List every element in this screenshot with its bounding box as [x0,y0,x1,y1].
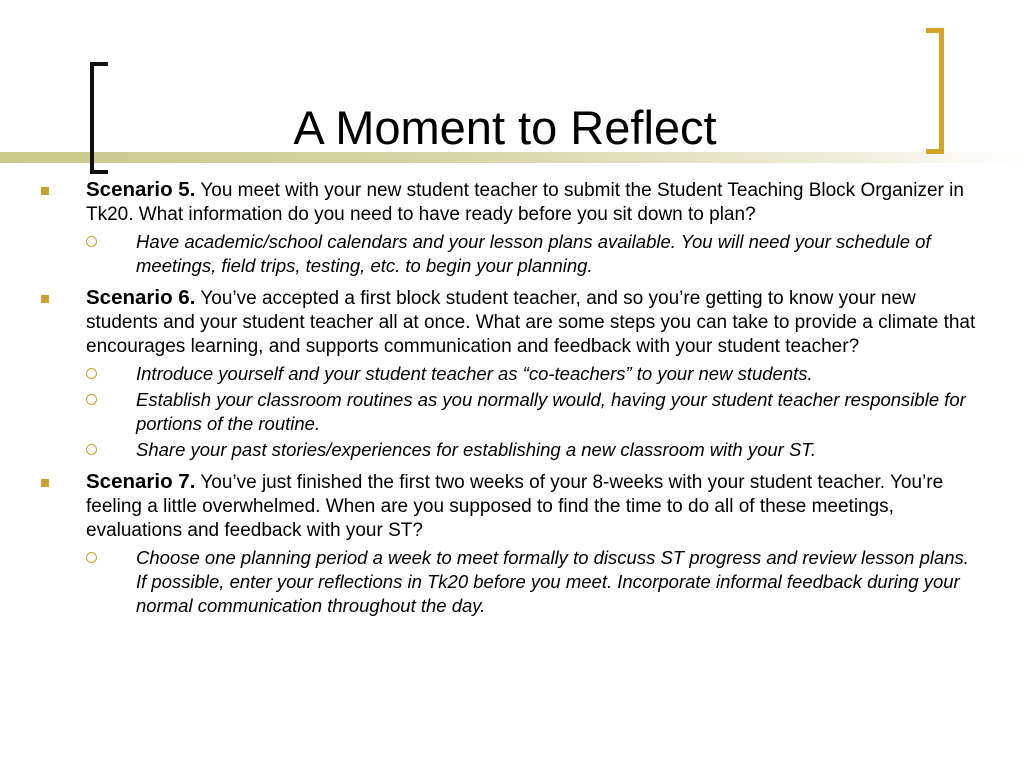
answer-list [86,546,984,618]
scenario-text: You’ve just finished the first two weeks of your 8-weeks with your student teacher. You’re feeling a little overwhelmed. When are you supposed to find the time to do all of these meetings, evaluations and feedback with your ST? [86,472,944,541]
answer-list [86,362,984,462]
scenario-text: You’ve accepted a first block student teacher, and so you’re getting to know your new students and your student teacher all at once. What are some steps you can take to provide a climate that encourages learning, and supports communication and feedback with your student teacher? [86,288,976,357]
circle-bullet-icon [86,552,97,563]
scenario-item [34,470,984,618]
square-bullet-icon [41,295,49,303]
answer-text: Share your past stories/experiences for establishing a new classroom with your ST. [136,439,817,460]
circle-bullet-icon [86,236,97,247]
scenario-label: Scenario 7. [86,470,196,493]
scenario-item [34,178,984,278]
answer-item [86,388,984,436]
answer-item [86,546,984,618]
scenario-text: You meet with your new student teacher to submit the Student Teaching Block Organizer in Tk20. What information do you need to have ready before you sit down to plan? [86,180,964,225]
circle-bullet-icon [86,444,97,455]
answer-text: Have academic/school calendars and your lesson plans available. You will need your schedule of meetings, field trips, testing, etc. to begin your planning. [136,231,931,276]
square-bullet-icon [41,479,49,487]
answer-item [86,438,984,462]
slide-title: A Moment to Reflect [293,101,717,154]
answer-text: Establish your classroom routines as you normally would, having your student teacher responsible for portions of the routine. [136,389,966,434]
answer-item [86,362,984,386]
slide-content [34,178,984,626]
scenario-label: Scenario 5. [86,178,196,201]
circle-bullet-icon [86,368,97,379]
scenario-item [34,286,984,462]
scenario-label: Scenario 6. [86,286,196,309]
circle-bullet-icon [86,394,97,405]
answer-item [86,230,984,278]
square-bullet-icon [41,187,49,195]
answer-text: Introduce yourself and your student teacher as “co-teachers” to your new students. [136,363,813,384]
answer-text: Choose one planning period a week to meet formally to discuss ST progress and review lesson plans. If possible, enter your reflections in Tk20 before you meet. Incorporate informal feedback during your normal communication throughout the day. [136,547,969,616]
answer-list [86,230,984,278]
